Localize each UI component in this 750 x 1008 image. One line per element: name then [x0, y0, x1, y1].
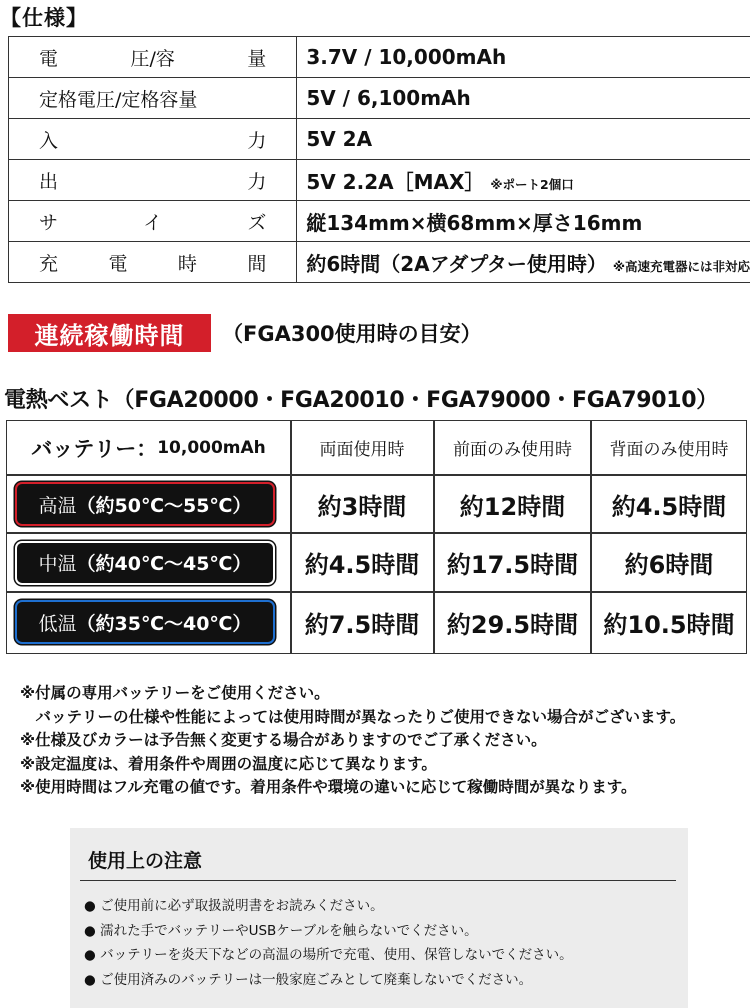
runtime-value: 約17.5時間	[435, 534, 590, 591]
spec-label	[9, 78, 297, 119]
runtime-value: 約4.5時間	[592, 476, 746, 532]
column-header: 前面のみ使用時	[435, 421, 590, 474]
runtime-badge: 連続稼働時間	[8, 314, 211, 352]
column-header: 背面のみ使用時	[592, 421, 746, 474]
spec-heading: 【仕様】	[0, 2, 88, 32]
battery-value: 10,000mAh	[157, 438, 266, 458]
battery-label: バッテリー：	[31, 433, 157, 463]
temp-mode-label: 中温	[39, 549, 77, 576]
spec-label-part: 入	[39, 126, 58, 153]
spec-value-cell	[297, 37, 750, 78]
spec-value: 5V / 6,100mAh	[306, 86, 470, 110]
runtime-subtitle: （FGA300使用時の目安）	[222, 318, 482, 348]
spec-value-cell	[297, 201, 750, 242]
spec-value-cell	[297, 119, 750, 160]
runtime-value: 約12時間	[435, 476, 590, 532]
spec-row	[9, 37, 750, 78]
spec-label-part: イ	[143, 208, 162, 235]
spec-label-part: 電	[108, 249, 127, 276]
spec-label	[9, 160, 297, 201]
spec-row	[9, 119, 750, 160]
spec-note: ※ポート2個口	[490, 177, 573, 192]
note-line: ※付属の専用バッテリーをご使用ください。	[20, 682, 685, 706]
runtime-value: 約6時間	[592, 534, 746, 591]
spec-value: 3.7V / 10,000mAh	[306, 45, 506, 69]
spec-value: 縦134mm×横68mm×厚さ16mm	[306, 211, 642, 235]
caution-item: ● バッテリーを炎天下などの高温の場所で充電、使用、保管しないでください。	[84, 943, 573, 968]
spec-value: 5V 2A	[306, 127, 372, 151]
caution-list	[84, 894, 573, 992]
spec-label-part: ズ	[247, 208, 266, 235]
spec-value-cell	[297, 160, 750, 201]
divider	[80, 880, 676, 881]
spec-label-part: サ	[39, 208, 58, 235]
temp-mode-badge	[17, 484, 273, 524]
spec-row	[9, 160, 750, 201]
caution-item: ● ご使用前に必ず取扱説明書をお読みください。	[84, 894, 573, 919]
runtime-value: 約3時間	[291, 476, 433, 532]
spec-label-part: 定格電圧/定格容量	[39, 85, 197, 112]
spec-label-part: 間	[247, 249, 266, 276]
spec-row	[9, 78, 750, 119]
temp-mode-badge	[17, 602, 273, 642]
spec-label	[9, 119, 297, 160]
spec-label-part: 力	[247, 126, 266, 153]
runtime-value: 約10.5時間	[592, 593, 746, 651]
temp-mode-badge	[17, 543, 273, 583]
runtime-value: 約29.5時間	[435, 593, 590, 651]
spec-label-part: 出	[39, 167, 58, 194]
spec-value: 約6時間（2Aアダプター使用時）	[306, 252, 607, 276]
vest-title: 電熱ベスト（FGA20000・FGA20010・FGA79000・FGA79010）	[4, 383, 718, 414]
caution-item: ● 濡れた手でバッテリーやUSBケーブルを触らないでください。	[84, 919, 573, 944]
note-line: バッテリーの仕様や性能によっては使用時間が異なったりご使用できない場合がございます。	[20, 706, 685, 730]
spec-label-part: 時	[178, 249, 197, 276]
spec-label-part: 力	[247, 167, 266, 194]
spec-row	[9, 242, 750, 283]
runtime-value: 約7.5時間	[291, 593, 433, 651]
spec-label-part: 充	[39, 249, 58, 276]
note-line: ※設定温度は、着用条件や周囲の温度に応じて異なります。	[20, 753, 685, 777]
note-line: ※使用時間はフル充電の値です。着用条件や環境の違いに応じて稼働時間が異なります。	[20, 776, 685, 800]
runtime-value: 約4.5時間	[291, 534, 433, 591]
battery-header	[7, 421, 290, 474]
spec-note: ※高速充電器には非対応	[613, 259, 750, 274]
runtime-table	[6, 420, 747, 654]
spec-value-cell	[297, 78, 750, 119]
temp-range: （約50℃～55℃）	[77, 491, 252, 518]
notes	[20, 682, 685, 800]
spec-table	[8, 36, 750, 283]
spec-value-cell	[297, 242, 750, 283]
spec-label	[9, 201, 297, 242]
temp-range: （約35℃～40℃）	[77, 609, 252, 636]
spec-row	[9, 201, 750, 242]
spec-label-part: 電	[39, 44, 58, 71]
temp-range: （約40℃～45℃）	[77, 549, 252, 576]
spec-label	[9, 37, 297, 78]
temp-mode-label: 低温	[39, 609, 77, 636]
caution-title: 使用上の注意	[88, 846, 202, 873]
caution-item: ● ご使用済みのバッテリーは一般家庭ごみとして廃棄しないでください。	[84, 968, 573, 993]
spec-label-part: 圧/容	[130, 44, 174, 71]
column-header: 両面使用時	[291, 421, 433, 474]
spec-value: 5V 2.2A［MAX］	[306, 170, 484, 194]
spec-label-part: 量	[247, 44, 266, 71]
temp-mode-label: 高温	[39, 491, 77, 518]
note-line: ※仕様及びカラーは予告無く変更する場合がありますのでご了承ください。	[20, 729, 685, 753]
spec-label	[9, 242, 297, 283]
caution-box	[70, 828, 688, 1008]
